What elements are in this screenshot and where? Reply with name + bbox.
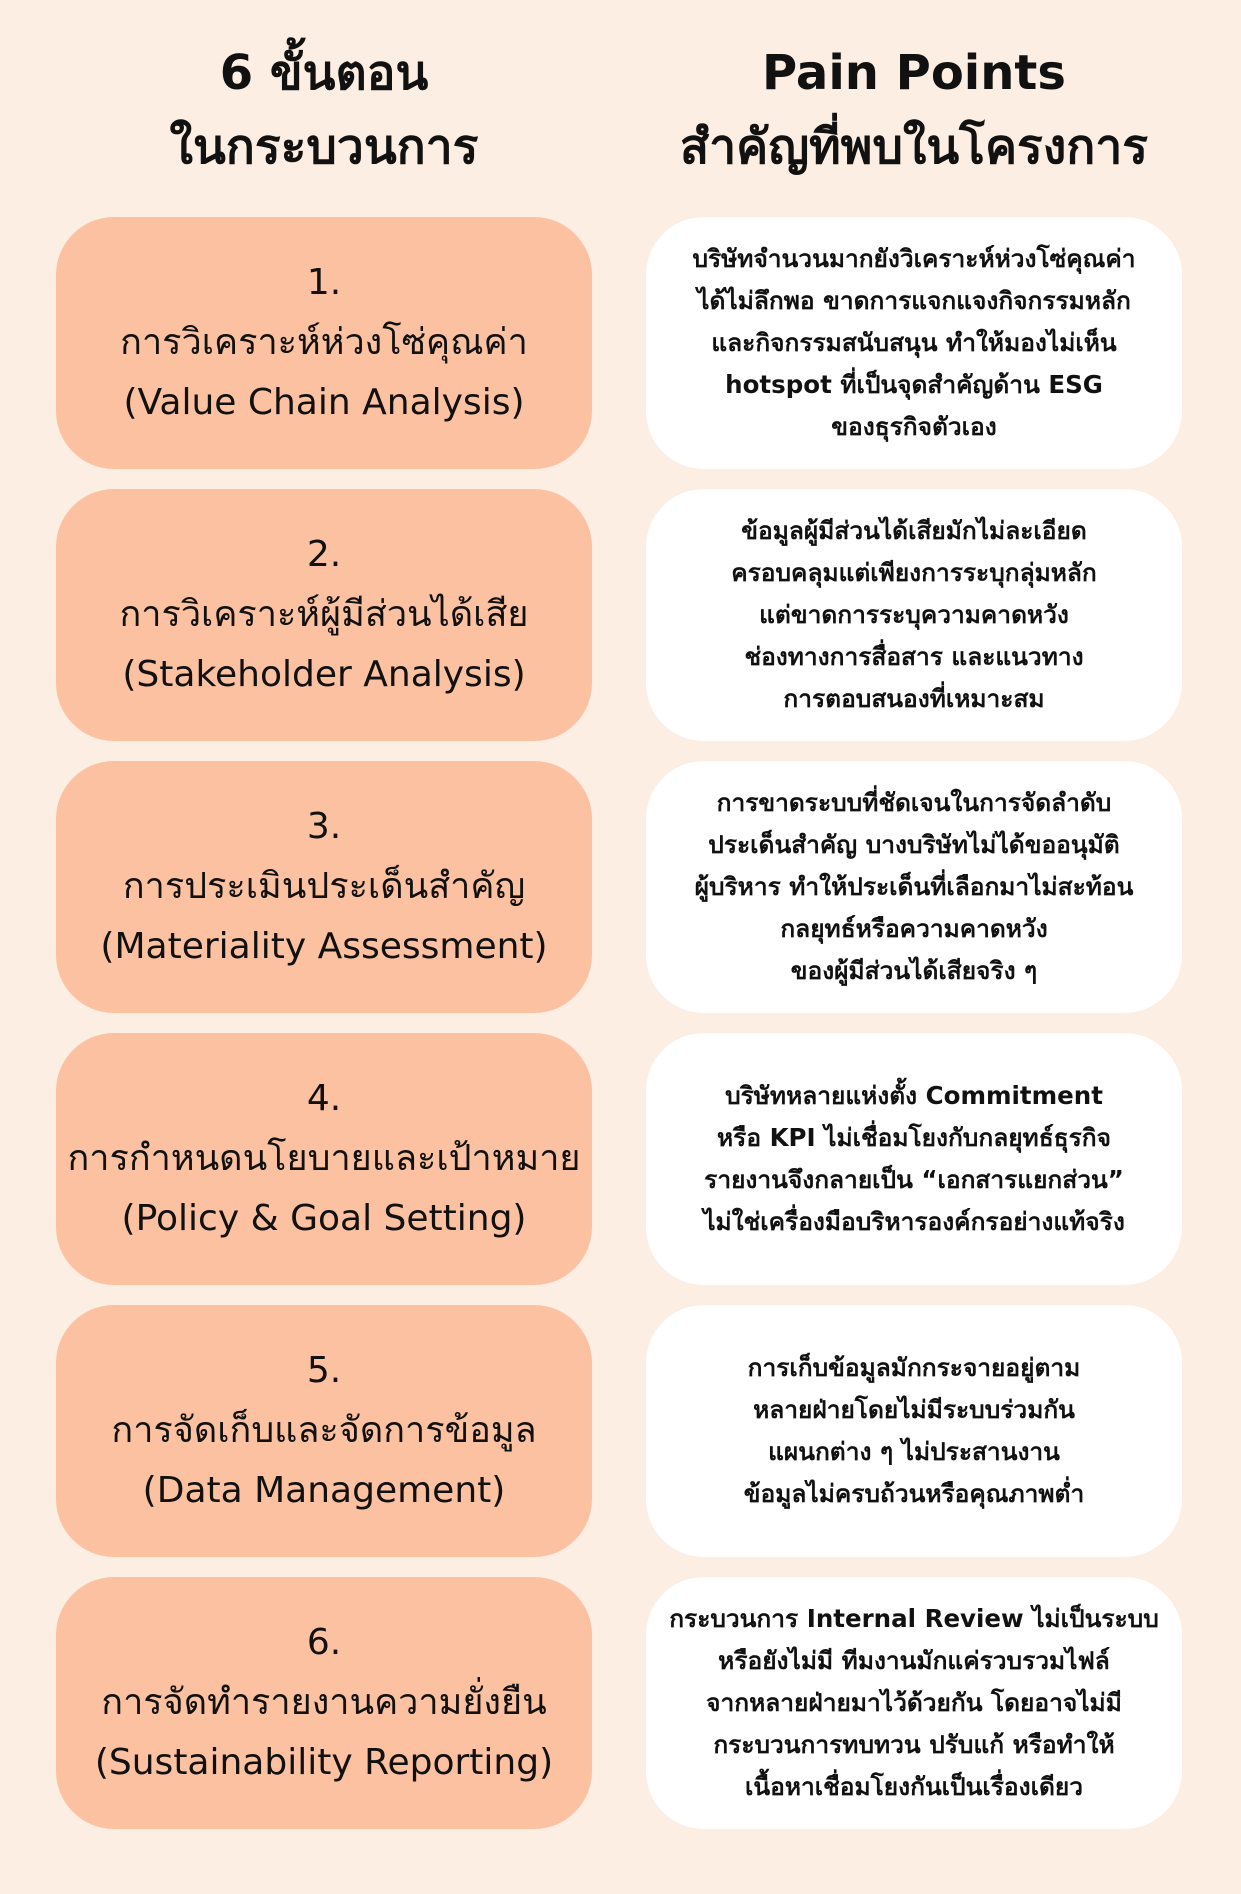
- pain-point-card: [646, 1305, 1182, 1557]
- step-name-thai: การจัดทำรายงานความยั่งยืน: [101, 1682, 547, 1723]
- step-card: [56, 1305, 592, 1557]
- step-row-4: [0, 1033, 1241, 1285]
- steps-column-title: [56, 36, 592, 184]
- step-row-1: [0, 217, 1241, 469]
- step-card: [56, 489, 592, 741]
- step-number: 1.: [306, 262, 342, 303]
- pain-line: การขาดระบบที่ชัดเจนในการจัดลำดับ: [716, 788, 1112, 817]
- step-name-english: (Data Management): [142, 1470, 506, 1511]
- step-row-2: [0, 489, 1241, 741]
- pain-line: หรือยังไม่มี ทีมงานมักแค่รวบรวมไฟล์: [718, 1646, 1110, 1675]
- step-name-thai: การกำหนดนโยบายและเป้าหมาย: [67, 1138, 581, 1179]
- pain-line: ของธุรกิจตัวเอง: [831, 412, 997, 441]
- pain-line: ของผู้มีส่วนได้เสียจริง ๆ: [790, 956, 1038, 985]
- step-number: 6.: [306, 1622, 342, 1663]
- step-number: 4.: [306, 1078, 342, 1119]
- title-line: Pain Points: [762, 45, 1066, 101]
- pain-line: กระบวนการทบทวน ปรับแก้ หรือทำให้: [713, 1730, 1115, 1759]
- pain-line: บริษัทหลายแห่งตั้ง Commitment: [725, 1081, 1103, 1110]
- pain-line: ข้อมูลผู้มีส่วนได้เสียมักไม่ละเอียด: [741, 516, 1087, 545]
- pain-line: การเก็บข้อมูลมักกระจายอยู่ตาม: [747, 1353, 1081, 1382]
- step-number: 5.: [306, 1350, 342, 1391]
- pain-line: แผนกต่าง ๆ ไม่ประสานงาน: [768, 1437, 1060, 1466]
- step-row-5: [0, 1305, 1241, 1557]
- pain-line: ได้ไม่ลึกพอ ขาดการแจกแจงกิจกรรมหลัก: [697, 286, 1131, 315]
- step-number: 3.: [306, 806, 342, 847]
- pain-line: ข้อมูลไม่ครบถ้วนหรือคุณภาพต่ำ: [743, 1479, 1085, 1508]
- pain-line: หรือ KPI ไม่เชื่อมโยงกับกลยุทธ์ธุรกิจ: [717, 1123, 1111, 1152]
- pain-line: ประเด็นสำคัญ บางบริษัทไม่ได้ขออนุมัติ: [708, 830, 1120, 859]
- pain-line: บริษัทจำนวนมากยังวิเคราะห์ห่วงโซ่คุณค่า: [692, 244, 1136, 273]
- pain-line: ครอบคลุมแต่เพียงการระบุกลุ่มหลัก: [731, 558, 1097, 587]
- pain-line: การตอบสนองที่เหมาะสม: [783, 684, 1045, 713]
- title-line: 6 ขั้นตอน: [219, 45, 429, 101]
- pain-line: กระบวนการ Internal Review ไม่เป็นระบบ: [669, 1604, 1159, 1633]
- title-line: สำคัญที่พบในโครงการ: [679, 119, 1149, 175]
- pain-line: รายงานจึงกลายเป็น “เอกสารแยกส่วน”: [704, 1165, 1124, 1194]
- pain-point-card: [646, 489, 1182, 741]
- pain-point-card: [646, 217, 1182, 469]
- step-name-english: (Policy & Goal Setting): [121, 1198, 527, 1239]
- pain-points-column-title: [646, 36, 1182, 184]
- pain-line: เนื้อหาเชื่อมโยงกันเป็นเรื่องเดียว: [745, 1772, 1083, 1801]
- step-row-3: [0, 761, 1241, 1013]
- step-name-thai: การจัดเก็บและจัดการข้อมูล: [111, 1410, 537, 1451]
- pain-line: และกิจกรรมสนับสนุน ทำให้มองไม่เห็น: [711, 328, 1117, 357]
- pain-line: hotspot ที่เป็นจุดสำคัญด้าน ESG: [725, 370, 1103, 399]
- pain-point-card: [646, 1033, 1182, 1285]
- pain-line: ผู้บริหาร ทำให้ประเด็นที่เลือกมาไม่สะท้อน: [694, 872, 1134, 901]
- step-name-english: (Value Chain Analysis): [123, 382, 525, 423]
- step-name-english: (Materiality Assessment): [100, 926, 548, 967]
- step-card: [56, 761, 592, 1013]
- step-card: [56, 1033, 592, 1285]
- pain-line: จากหลายฝ่ายมาไว้ด้วยกัน โดยอาจไม่มี: [706, 1688, 1122, 1717]
- step-name-thai: การวิเคราะห์ผู้มีส่วนได้เสีย: [119, 594, 529, 635]
- step-name-english: (Stakeholder Analysis): [122, 654, 526, 695]
- step-card: [56, 1577, 592, 1829]
- title-line: ในกระบวนการ: [169, 119, 479, 175]
- pain-line: ไม่ใช่เครื่องมือบริหารองค์กรอย่างแท้จริง: [703, 1207, 1125, 1236]
- step-number: 2.: [306, 534, 342, 575]
- step-row-6: [0, 1577, 1241, 1829]
- step-name-english: (Sustainability Reporting): [94, 1742, 554, 1783]
- step-name-thai: การวิเคราะห์ห่วงโซ่คุณค่า: [120, 322, 528, 363]
- pain-line: แต่ขาดการระบุความคาดหวัง: [759, 600, 1069, 629]
- pain-point-card: [646, 1577, 1182, 1829]
- pain-point-card: [646, 761, 1182, 1013]
- step-card: [56, 217, 592, 469]
- header: [0, 0, 1241, 210]
- pain-line: ช่องทางการสื่อสาร และแนวทาง: [744, 642, 1084, 671]
- pain-line: หลายฝ่ายโดยไม่มีระบบร่วมกัน: [753, 1395, 1075, 1424]
- pain-line: กลยุทธ์หรือความคาดหวัง: [780, 914, 1048, 943]
- step-name-thai: การประเมินประเด็นสำคัญ: [122, 866, 526, 907]
